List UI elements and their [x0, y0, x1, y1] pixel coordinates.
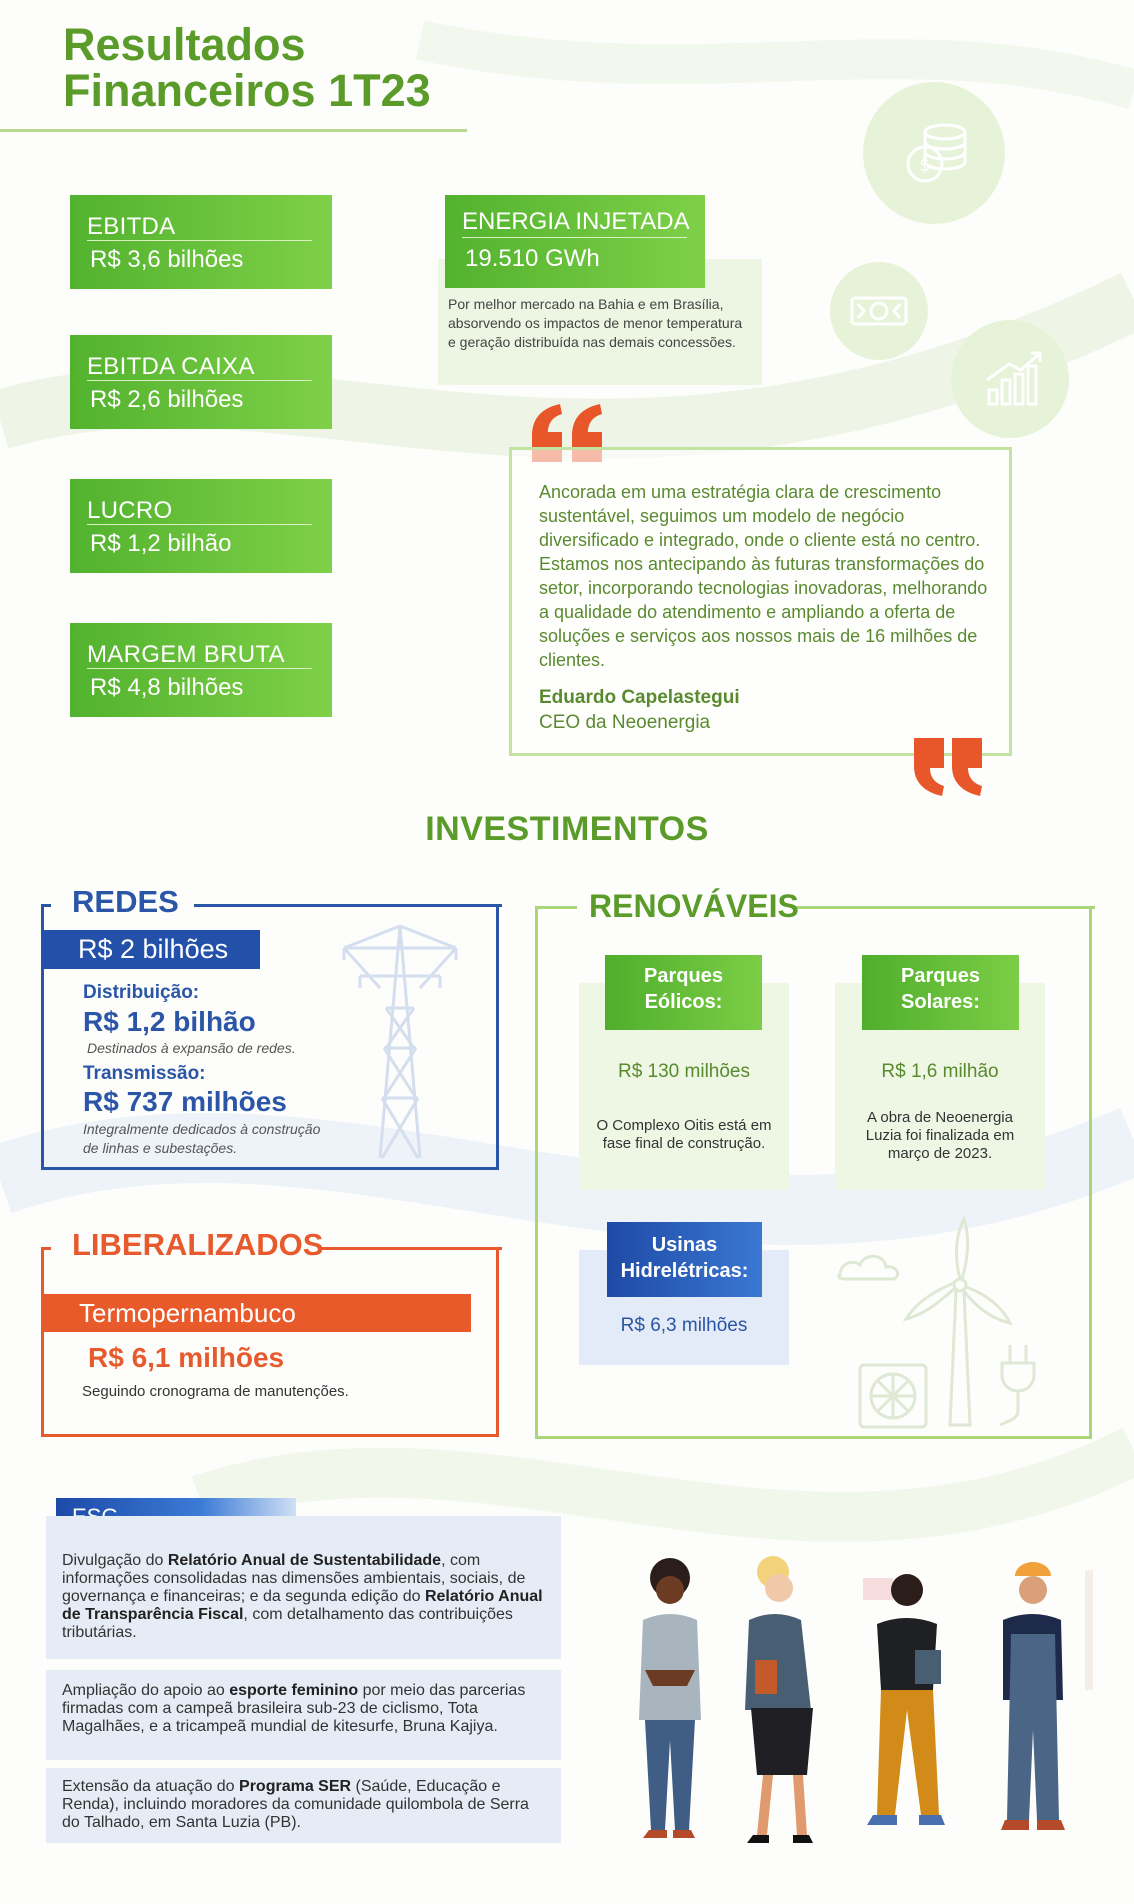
wind-turbine-icon: [830, 1215, 1070, 1435]
distribuicao-label: Distribuição:: [83, 982, 200, 1003]
esg-item-esporte: Ampliação do apoio ao esporte feminino por meio das parcerias firmadas com a campeã brasileira sub-23 de ciclismo, Tota Magalhães, e a tricampeã mundial de kitesurfe, Bruna Kajiya.: [46, 1670, 561, 1760]
quote-box: [509, 447, 1012, 756]
liberalizados-value: R$ 6,1 milhões: [88, 1342, 285, 1373]
kpi-ebitda: EBITDA R$ 3,6 bilhões: [70, 195, 332, 289]
eolicos-note: O Complexo Oitis está em fase final de construção.: [596, 1117, 772, 1152]
solares-heading: Parques Solares:: [862, 955, 1019, 1030]
eolicos-heading: Parques Eólicos:: [605, 955, 762, 1030]
redes-total: R$ 2 bilhões: [41, 930, 260, 969]
coins-icon: [863, 82, 1005, 224]
esg-item-programa-ser: Extensão da atuação do Programa SER (Saúde, Educação e Renda), incluindo moradores da comunidade quilombola de Serra do Talhado, em Santa Luzia (PB).: [46, 1768, 561, 1843]
person-2: [745, 1556, 813, 1843]
hidreletricas-value: R$ 6,3 milhões: [620, 1315, 748, 1336]
kpi-lucro: LUCRO R$ 1,2 bilhão: [70, 479, 332, 573]
transmission-tower-icon: [330, 918, 470, 1168]
transmissao-value: R$ 737 milhões: [83, 1086, 287, 1117]
solares-value: R$ 1,6 milhão: [881, 1061, 999, 1082]
page-title: Resultados Financeiros 1T23: [63, 19, 431, 116]
growth-chart-icon: [951, 320, 1069, 438]
investimentos-heading: INVESTIMENTOS: [425, 810, 709, 848]
termopernambuco-label: Termopernambuco: [43, 1294, 471, 1332]
title-underline: [0, 129, 467, 132]
envelope-icon: [863, 1578, 893, 1600]
quote-author: Eduardo Capelastegui: [539, 687, 740, 708]
person-1: [639, 1558, 701, 1838]
esg-item-relatorio: Divulgação do Relatório Anual de Sustentabilidade, com informações consolidadas nas dimensões ambientais, sociais, de governança e financeiras; e da segunda edição do Relatório Anual de Transparência Fiscal, com detalhamento das contribuições tributárias.: [46, 1516, 561, 1659]
people-illustration: [615, 1550, 1105, 1850]
person-3: [867, 1574, 945, 1825]
liberalizados-title: LIBERALIZADOS: [72, 1227, 324, 1262]
quote-text: Ancorada em uma estratégia clara de crescimento sustentável, seguimos um modelo de negócio diversificado e integrado, onde o cliente está no centro. Estamos nos antecipando às futuras transformações do setor, incorporando tecnologias inovadoras, melhorando a qualidade do atendimento e ampliando a oferta de soluções e serviços aos nossos mais de 16 milhões de clientes.: [539, 482, 988, 670]
solares-note: A obra de Neoenergia Luzia foi finalizada em março de 2023.: [865, 1109, 1015, 1162]
energy-note: Por melhor mercado na Bahia e em Brasília, absorvendo os impactos de menor temperatura e geração distribuída nas demais concessões.: [438, 259, 762, 385]
redes-title: REDES: [72, 884, 179, 919]
kpi-margem-bruta: MARGEM BRUTA R$ 4,8 bilhões: [70, 623, 332, 717]
banknote-icon: [830, 262, 928, 360]
eolicos-value: R$ 130 milhões: [617, 1061, 751, 1082]
transmissao-note: Integralmente dedicados à construção de linhas e subestações.: [83, 1121, 321, 1156]
quote-role: CEO da Neoenergia: [539, 712, 711, 733]
kpi-energia-injetada: ENERGIA INJETADA 19.510 GWh: [445, 195, 705, 288]
hidreletricas-heading: Usinas Hidrelétricas:: [607, 1222, 762, 1297]
distribuicao-note: Destinados à expansão de redes.: [87, 1040, 296, 1056]
close-quote-icon: [910, 736, 986, 800]
renovaveis-title: RENOVÁVEIS: [589, 888, 799, 924]
svg-text:$: $: [919, 155, 931, 176]
liberalizados-note: Seguindo cronograma de manutenções.: [82, 1383, 349, 1400]
kpi-ebitda-caixa: EBITDA CAIXA R$ 2,6 bilhões: [70, 335, 332, 429]
distribuicao-value: R$ 1,2 bilhão: [83, 1006, 256, 1037]
person-4: [1001, 1562, 1093, 1830]
transmissao-label: Transmissão:: [83, 1063, 206, 1084]
